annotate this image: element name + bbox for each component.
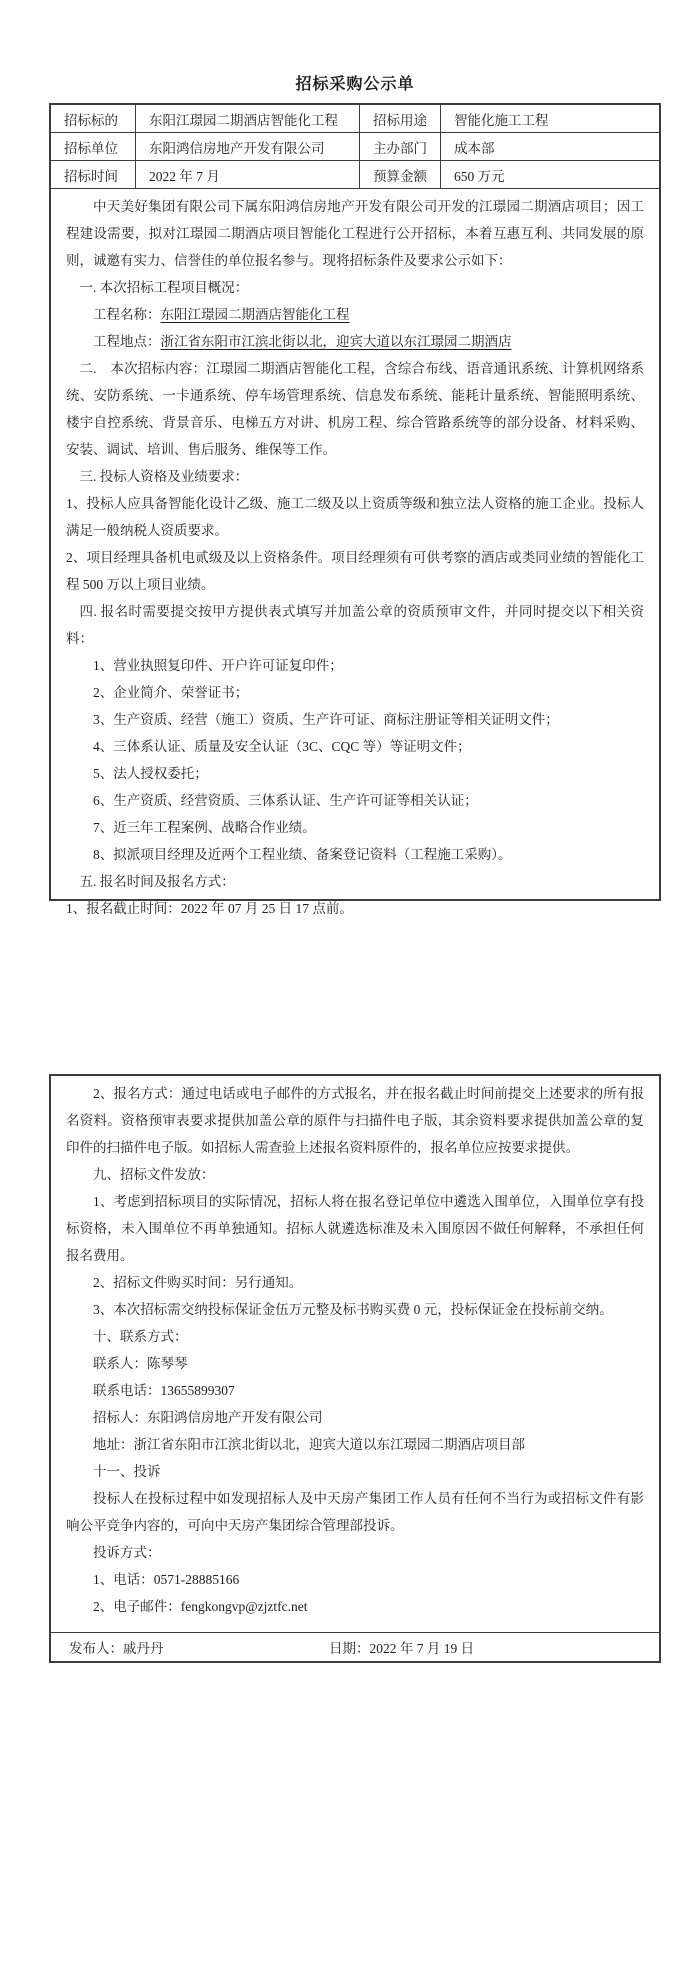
info-row-3	[51, 161, 659, 189]
tender-usage-value: 智能化施工工程	[454, 112, 549, 128]
complaint-email-line: 2、电子邮件：fengkongvp@zjztfc.net	[93, 1599, 308, 1614]
notice-body-part-2	[51, 1076, 659, 1632]
tender-usage-label: 招标用途	[360, 105, 441, 132]
section-3-item-1: 1、投标人应具备智能化设计乙级、施工二级及以上资质等级和独立法人资格的施工企业。投标人满足一般纳税人资质要求。	[66, 496, 644, 538]
section-4-item-7: 7、近三年工程案例、战略合作业绩。	[93, 820, 316, 835]
address-line: 地址：浙江省东阳市江滨北街以北，迎宾大道以东江璟园二期酒店项目部	[93, 1437, 525, 1452]
project-name-value: 东阳江璟园二期酒店智能化工程	[160, 307, 350, 322]
contact-phone-line: 联系电话：13655899307	[93, 1383, 235, 1398]
section-9-heading: 九、招标文件发放：	[93, 1167, 215, 1182]
project-name-line	[66, 301, 644, 328]
info-row-1	[51, 105, 659, 133]
notice-body-part-1	[51, 189, 659, 916]
section-4-heading: 四. 报名时需要提交按甲方提供表式填写并加盖公章的资质预审文件，并同时提交以下相关资料：	[66, 604, 644, 646]
section-11-heading: 十一、投诉	[93, 1464, 161, 1479]
section-9-item-2: 2、招标文件购买时间：另行通知。	[93, 1275, 303, 1290]
section-4-item-4: 4、三体系认证、质量及安全认证（3C、CQC 等）等证明文件；	[93, 739, 471, 754]
section-5-item-1: 1、报名截止时间：2022 年 07 月 25 日 17 点前。	[66, 901, 353, 916]
section-9-item-1: 1、考虑到招标项目的实际情况，招标人将在报名登记单位中遴选入围单位，入围单位享有投标资格，未入围单位不再单独通知。招标人就遴选标准及未入围原因不做任何解释，不承担任何报名费用。	[66, 1194, 644, 1263]
section-2-paragraph: 二. 本次招标内容：江璟园二期酒店智能化工程，含综合布线、语音通讯系统、计算机网络系统、安防系统、一卡通系统、停车场管理系统、信息发布系统、能耗计量系统、智能照明系统、楼宇自控系统、背景音乐、电梯五方对讲、机房工程、综合管路系统等的部分设备、材料采购、安装、调试、培训、售后服务、维保等工作。	[66, 361, 644, 457]
complaint-paragraph: 投标人在投标过程中如发现招标人及中天房产集团工作人员有任何不当行为或招标文件有影响公平竞争内容的，可向中天房产集团综合管理部投诉。	[66, 1491, 644, 1533]
project-site-value: 浙江省东阳市江滨北街以北，迎宾大道以东江璟园二期酒店	[160, 334, 512, 349]
publisher-field: 发布人：戚丹丹	[69, 1641, 164, 1656]
section-4-item-3: 3、生产资质、经营（施工）资质、生产许可证、商标注册证等相关证明文件；	[93, 712, 559, 727]
budget-value: 650 万元	[454, 168, 505, 184]
section-4-item-6: 6、生产资质、经营资质、三体系认证、生产许可证等相关认证；	[93, 793, 478, 808]
section-4-item-8: 8、拟派项目经理及近两个工程业绩、备案登记资料（工程施工采购）。	[93, 847, 512, 862]
tender-subject-label: 招标标的	[51, 105, 136, 132]
contact-name-line: 联系人：陈琴琴	[93, 1356, 188, 1371]
project-site-label: 工程地点：	[93, 334, 161, 349]
intro-paragraph: 中天美好集团有限公司下属东阳鸿信房地产开发有限公司开发的江璟园二期酒店项目；因工程建设需要，拟对江璟园二期酒店项目智能化工程进行公开招标，本着互惠互利、共同发展的原则，诚邀有实力、信誉佳的单位报名参与。现将招标条件及要求公示如下：	[66, 199, 644, 268]
budget-label: 预算金额	[360, 161, 441, 188]
tender-time-label: 招标时间	[51, 161, 136, 188]
section-3-heading: 三. 投标人资格及业绩要求：	[79, 469, 249, 484]
publish-footer-row	[51, 1632, 659, 1661]
host-department-label: 主办部门	[360, 133, 441, 160]
section-5-item-2: 2、报名方式：通过电话或电子邮件的方式报名，并在报名截止时间前提交上述要求的所有报名资料。资格预审表要求提供加盖公章的原件与扫描件电子版，其余资料要求提供加盖公章的复印件的扫描件电子版。如招标人需查验上述报名资料原件的，报名单位应按要求提供。	[66, 1086, 644, 1155]
tender-unit-value: 东阳鸿信房地产开发有限公司	[136, 133, 360, 160]
project-site-line	[66, 328, 644, 355]
page-title: 招标采购公示单	[295, 76, 415, 93]
tenderee-line: 招标人：东阳鸿信房地产开发有限公司	[93, 1410, 323, 1425]
section-3-item-2: 2、项目经理具备机电贰级及以上资格条件。项目经理须有可供考察的酒店或类同业绩的智能化工程 500 万以上项目业绩。	[66, 550, 644, 592]
section-4-item-5: 5、法人授权委托；	[93, 766, 208, 781]
tender-time-value: 2022 年 7 月	[136, 161, 360, 188]
tender-notice-table	[49, 103, 661, 916]
tender-notice-table-continued	[49, 1074, 661, 1663]
project-name-label: 工程名称：	[93, 307, 161, 322]
section-5-heading: 五. 报名时间及报名方式：	[79, 874, 235, 889]
complaint-method-heading: 投诉方式：	[93, 1545, 161, 1560]
tender-subject-value: 东阳江璟园二期酒店智能化工程	[136, 105, 360, 132]
section-9-item-3: 3、本次招标需交纳投标保证金伍万元整及标书购买费 0 元，投标保证金在投标前交纳。	[93, 1302, 613, 1317]
publish-date-field: 日期：2022 年 7 月 19 日	[329, 1641, 475, 1656]
complaint-phone-line: 1、电话：0571-28885166	[93, 1572, 240, 1587]
section-10-heading: 十、联系方式：	[93, 1329, 188, 1344]
section-4-item-2: 2、企业简介、荣誉证书；	[93, 685, 249, 700]
host-department-value: 成本部	[454, 140, 495, 156]
section-1-heading: 一. 本次招标工程项目概况：	[79, 280, 249, 295]
tender-unit-label: 招标单位	[51, 133, 136, 160]
section-4-item-1: 1、营业执照复印件、开户许可证复印件；	[93, 658, 343, 673]
info-row-2	[51, 133, 659, 161]
